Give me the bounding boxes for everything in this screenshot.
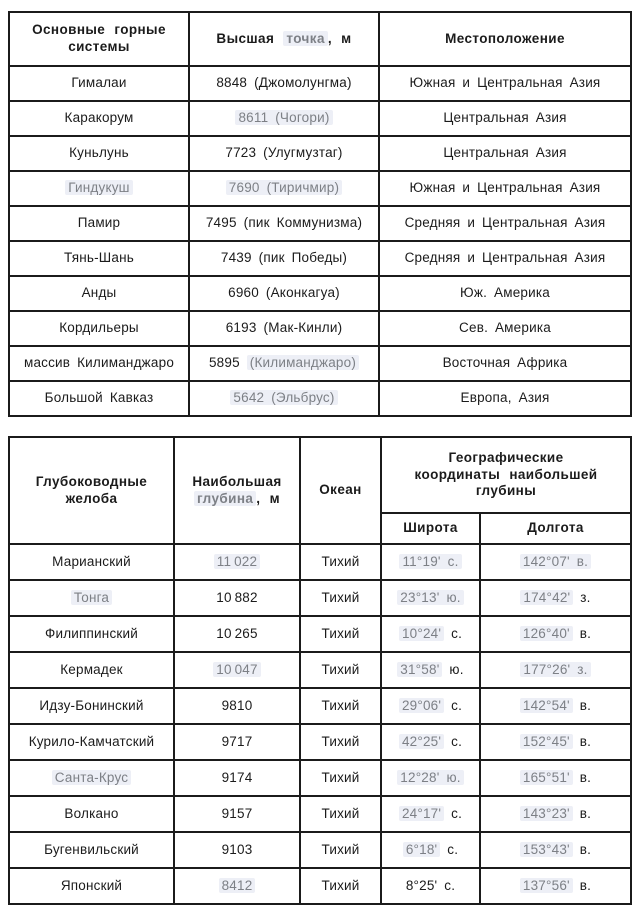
cell-text: Тихий: [321, 589, 360, 605]
cell: [381, 868, 480, 904]
cell: [300, 832, 381, 868]
trench-table-header: [9, 437, 631, 544]
table-row: [9, 688, 631, 724]
cell-text: Гималаи: [71, 75, 127, 91]
highlighted-text: 8611 (Чогори): [235, 110, 332, 125]
cell-text: Глубоководные желоба: [35, 473, 148, 506]
col-header-depth: [174, 437, 300, 544]
cell-text: Высшая: [216, 30, 284, 46]
cell: [189, 101, 379, 136]
cell: [9, 688, 174, 724]
cell: [174, 616, 300, 652]
highlighted-text: 42°25': [399, 734, 444, 749]
table-row: [9, 171, 631, 206]
cell: [300, 760, 381, 796]
cell: [174, 580, 300, 616]
cell-text: з.: [573, 589, 591, 605]
cell-text: Тихий: [321, 661, 360, 677]
cell: [381, 760, 480, 796]
cell: [379, 171, 631, 206]
cell-text: с.: [444, 733, 463, 749]
highlighted-text: 29°06': [399, 698, 444, 713]
cell: [381, 616, 480, 652]
highlighted-text: (Килиманджаро): [247, 355, 359, 370]
deep-sea-trenches-table: [8, 436, 632, 905]
cell: [9, 241, 189, 276]
table-row: [9, 381, 631, 416]
cell-text: Анды: [81, 285, 117, 301]
highlighted-text: 143°23': [520, 806, 573, 821]
cell: [9, 206, 189, 241]
table-row: [9, 311, 631, 346]
cell-text: в.: [572, 697, 592, 713]
cell-text: 10 882: [216, 589, 258, 605]
cell: [381, 580, 480, 616]
cell: [379, 66, 631, 101]
cell-text: Долгота: [527, 520, 584, 536]
cell-text: с.: [444, 805, 463, 821]
highlighted-text: 10°24': [399, 626, 444, 641]
cell: [379, 136, 631, 171]
cell-text: Океан: [319, 482, 362, 498]
cell-text: Тихий: [321, 769, 360, 785]
cell-text: Широта: [403, 520, 458, 536]
highlighted-text: 11 022: [214, 554, 260, 569]
cell: [381, 688, 480, 724]
cell: [381, 652, 480, 688]
highlighted-text: 142°07' в.: [520, 554, 591, 569]
trench-table-body: [9, 544, 631, 904]
cell: [381, 544, 480, 580]
cell-text: Наибольшая: [192, 473, 282, 489]
mountain-systems-table: [8, 11, 632, 417]
cell-text: Филиппинский: [45, 625, 138, 641]
cell: [9, 760, 174, 796]
cell: [9, 171, 189, 206]
cell-text: Тихий: [321, 733, 360, 749]
cell: [9, 580, 174, 616]
cell: [300, 796, 381, 832]
cell: [379, 381, 631, 416]
cell-text: 10 265: [216, 625, 258, 641]
cell-text: Средняя и Центральная Азия: [404, 215, 606, 231]
cell-text: Японский: [60, 877, 123, 893]
highlighted-text: 165°51': [520, 770, 573, 785]
cell: [379, 276, 631, 311]
col-header-longitude: [480, 513, 631, 544]
cell-text: Памир: [77, 215, 121, 231]
highlighted-text: 12°28' ю.: [397, 770, 463, 785]
cell-text: 6960 (Аконкагуа): [228, 285, 340, 301]
cell: [174, 832, 300, 868]
cell: [9, 66, 189, 101]
highlighted-text: 126°40': [520, 626, 573, 641]
cell-text: 7723 (Улугмузтаг): [225, 145, 343, 161]
cell: [9, 796, 174, 832]
header-row: [9, 437, 631, 513]
cell: [189, 381, 379, 416]
highlighted-text: точка: [283, 31, 327, 46]
cell-text: Юж. Америка: [460, 285, 550, 301]
cell-text: Местоположение: [445, 30, 565, 46]
cell-text: Центральная Азия: [443, 145, 567, 161]
cell-text: Центральная Азия: [443, 110, 567, 126]
cell-text: Средняя и Центральная Азия: [404, 250, 606, 266]
highlighted-text: 137°56': [520, 878, 573, 893]
cell-text: в.: [572, 769, 592, 785]
highlighted-text: 6°18': [403, 842, 441, 857]
highlighted-text: 31°58': [397, 662, 442, 677]
cell-text: 9810: [221, 697, 253, 713]
highlighted-text: 8412: [219, 878, 256, 893]
table-row: [9, 616, 631, 652]
cell: [381, 796, 480, 832]
cell: [9, 381, 189, 416]
cell-text: Бугенвильский: [44, 841, 139, 857]
col-header-coordinates: [381, 437, 631, 513]
cell: [189, 206, 379, 241]
cell-text: 9157: [221, 805, 253, 821]
cell: [300, 724, 381, 760]
highlighted-text: 142°54': [520, 698, 573, 713]
cell-text: 5895: [208, 355, 247, 371]
cell: [381, 724, 480, 760]
table-row: [9, 796, 631, 832]
table-row: [9, 346, 631, 381]
highlighted-text: 24°17': [399, 806, 444, 821]
highlighted-text: Гиндукуш: [65, 180, 132, 195]
table-row: [9, 241, 631, 276]
cell-text: Сев. Америка: [459, 320, 551, 336]
cell-text: в.: [572, 625, 592, 641]
cell-text: Тихий: [321, 697, 360, 713]
cell: [174, 724, 300, 760]
cell-text: Тихий: [321, 625, 360, 641]
cell-text: с.: [444, 697, 463, 713]
mountain-table-body: [9, 66, 631, 416]
cell: [379, 206, 631, 241]
col-header-ocean: [300, 437, 381, 544]
table-row: [9, 136, 631, 171]
col-header-location: [379, 12, 631, 66]
cell-text: Европа, Азия: [460, 390, 550, 406]
table-row: [9, 868, 631, 904]
highlighted-text: 152°45': [520, 734, 573, 749]
table-row: [9, 652, 631, 688]
cell: [189, 276, 379, 311]
cell-text: с.: [440, 841, 459, 857]
highlighted-text: 5642 (Эльбрус): [230, 390, 337, 405]
cell: [9, 346, 189, 381]
cell: [9, 544, 174, 580]
cell: [480, 652, 631, 688]
cell-text: Большой Кавказ: [44, 390, 154, 406]
cell-text: 9174: [221, 769, 253, 785]
cell-text: 7439 (пик Победы): [220, 250, 348, 266]
cell: [174, 796, 300, 832]
cell-text: в.: [572, 805, 592, 821]
highlighted-text: 153°43': [520, 842, 573, 857]
cell-text: с.: [444, 625, 463, 641]
cell-text: в.: [572, 877, 592, 893]
table-row: [9, 101, 631, 136]
highlighted-text: 7690 (Тиричмир): [226, 180, 342, 195]
cell-text: Куньлунь: [69, 145, 129, 161]
cell: [379, 241, 631, 276]
cell: [189, 66, 379, 101]
highlighted-text: глубина: [194, 491, 256, 506]
cell: [189, 136, 379, 171]
cell: [300, 616, 381, 652]
cell: [174, 544, 300, 580]
cell: [300, 868, 381, 904]
cell: [480, 760, 631, 796]
cell: [9, 868, 174, 904]
cell-text: 9717: [221, 733, 253, 749]
cell-text: Восточная Африка: [442, 355, 568, 371]
cell-text: Идзу-Бонинский: [39, 697, 144, 713]
table-row: [9, 206, 631, 241]
cell-text: Тянь-Шань: [64, 250, 134, 266]
highlighted-text: Тонга: [71, 590, 112, 605]
table-row: [9, 760, 631, 796]
cell-text: 8848 (Джомолунгма): [216, 75, 352, 91]
header-row: [9, 12, 631, 66]
cell-text: Кермадек: [60, 661, 123, 677]
col-header-latitude: [381, 513, 480, 544]
cell: [9, 276, 189, 311]
cell-text: в.: [572, 841, 592, 857]
cell: [300, 688, 381, 724]
cell: [174, 868, 300, 904]
cell: [379, 311, 631, 346]
cell: [379, 101, 631, 136]
cell-text: Тихий: [321, 841, 360, 857]
highlighted-text: Санта-Крус: [52, 770, 131, 785]
cell: [189, 241, 379, 276]
cell-text: Волкано: [64, 805, 119, 821]
table-row: [9, 580, 631, 616]
table-row: [9, 66, 631, 101]
highlighted-text: 177°26' з.: [520, 662, 590, 677]
cell-text: Географические координаты наибольшей глубины: [414, 449, 598, 499]
cell-text: Тихий: [321, 877, 360, 893]
cell-text: Тихий: [321, 553, 360, 569]
cell: [174, 652, 300, 688]
cell: [189, 311, 379, 346]
cell: [189, 171, 379, 206]
cell-text: Основные горные системы: [32, 22, 166, 54]
cell-text: Кордильеры: [59, 320, 139, 336]
cell: [9, 652, 174, 688]
cell-text: Южная и Центральная Азия: [409, 75, 601, 91]
cell: [174, 760, 300, 796]
cell: [480, 688, 631, 724]
cell-text: 6193 (Мак-Кинли): [225, 320, 343, 336]
cell: [480, 580, 631, 616]
cell: [480, 544, 631, 580]
mountain-table-header: [9, 12, 631, 66]
cell: [9, 136, 189, 171]
cell: [300, 580, 381, 616]
cell-text: Марианский: [52, 553, 131, 569]
cell: [9, 311, 189, 346]
table-row: [9, 724, 631, 760]
cell: [189, 346, 379, 381]
cell-text: Курило-Камчатский: [28, 733, 155, 749]
table-row: [9, 832, 631, 868]
cell: [9, 832, 174, 868]
highlighted-text: 11°19' с.: [399, 554, 461, 569]
highlighted-text: 10 047: [213, 662, 260, 677]
cell-text: , м: [256, 490, 280, 506]
cell: [381, 832, 480, 868]
cell: [300, 652, 381, 688]
cell: [480, 796, 631, 832]
cell: [9, 101, 189, 136]
cell-text: массив Килиманджаро: [23, 355, 175, 371]
cell-text: 8°25' с.: [405, 877, 456, 893]
cell-text: 7495 (пик Коммунизма): [205, 215, 363, 231]
cell-text: , м: [327, 30, 352, 46]
cell: [379, 346, 631, 381]
table-row: [9, 544, 631, 580]
cell-text: в.: [572, 733, 592, 749]
cell: [480, 724, 631, 760]
cell: [480, 868, 631, 904]
highlighted-text: 174°42': [520, 590, 573, 605]
cell: [480, 616, 631, 652]
cell: [174, 688, 300, 724]
table-row: [9, 276, 631, 311]
cell: [9, 724, 174, 760]
cell-text: Южная и Центральная Азия: [409, 180, 601, 196]
col-header-mountain-systems: [9, 12, 189, 66]
cell: [480, 832, 631, 868]
cell-text: ю.: [442, 661, 464, 677]
cell: [300, 544, 381, 580]
cell-text: Каракорум: [64, 110, 134, 126]
cell-text: Тихий: [321, 805, 360, 821]
cell: [9, 616, 174, 652]
col-header-trench: [9, 437, 174, 544]
col-header-highest-point: [189, 12, 379, 66]
highlighted-text: 23°13' ю.: [397, 590, 463, 605]
cell-text: 9103: [221, 841, 253, 857]
